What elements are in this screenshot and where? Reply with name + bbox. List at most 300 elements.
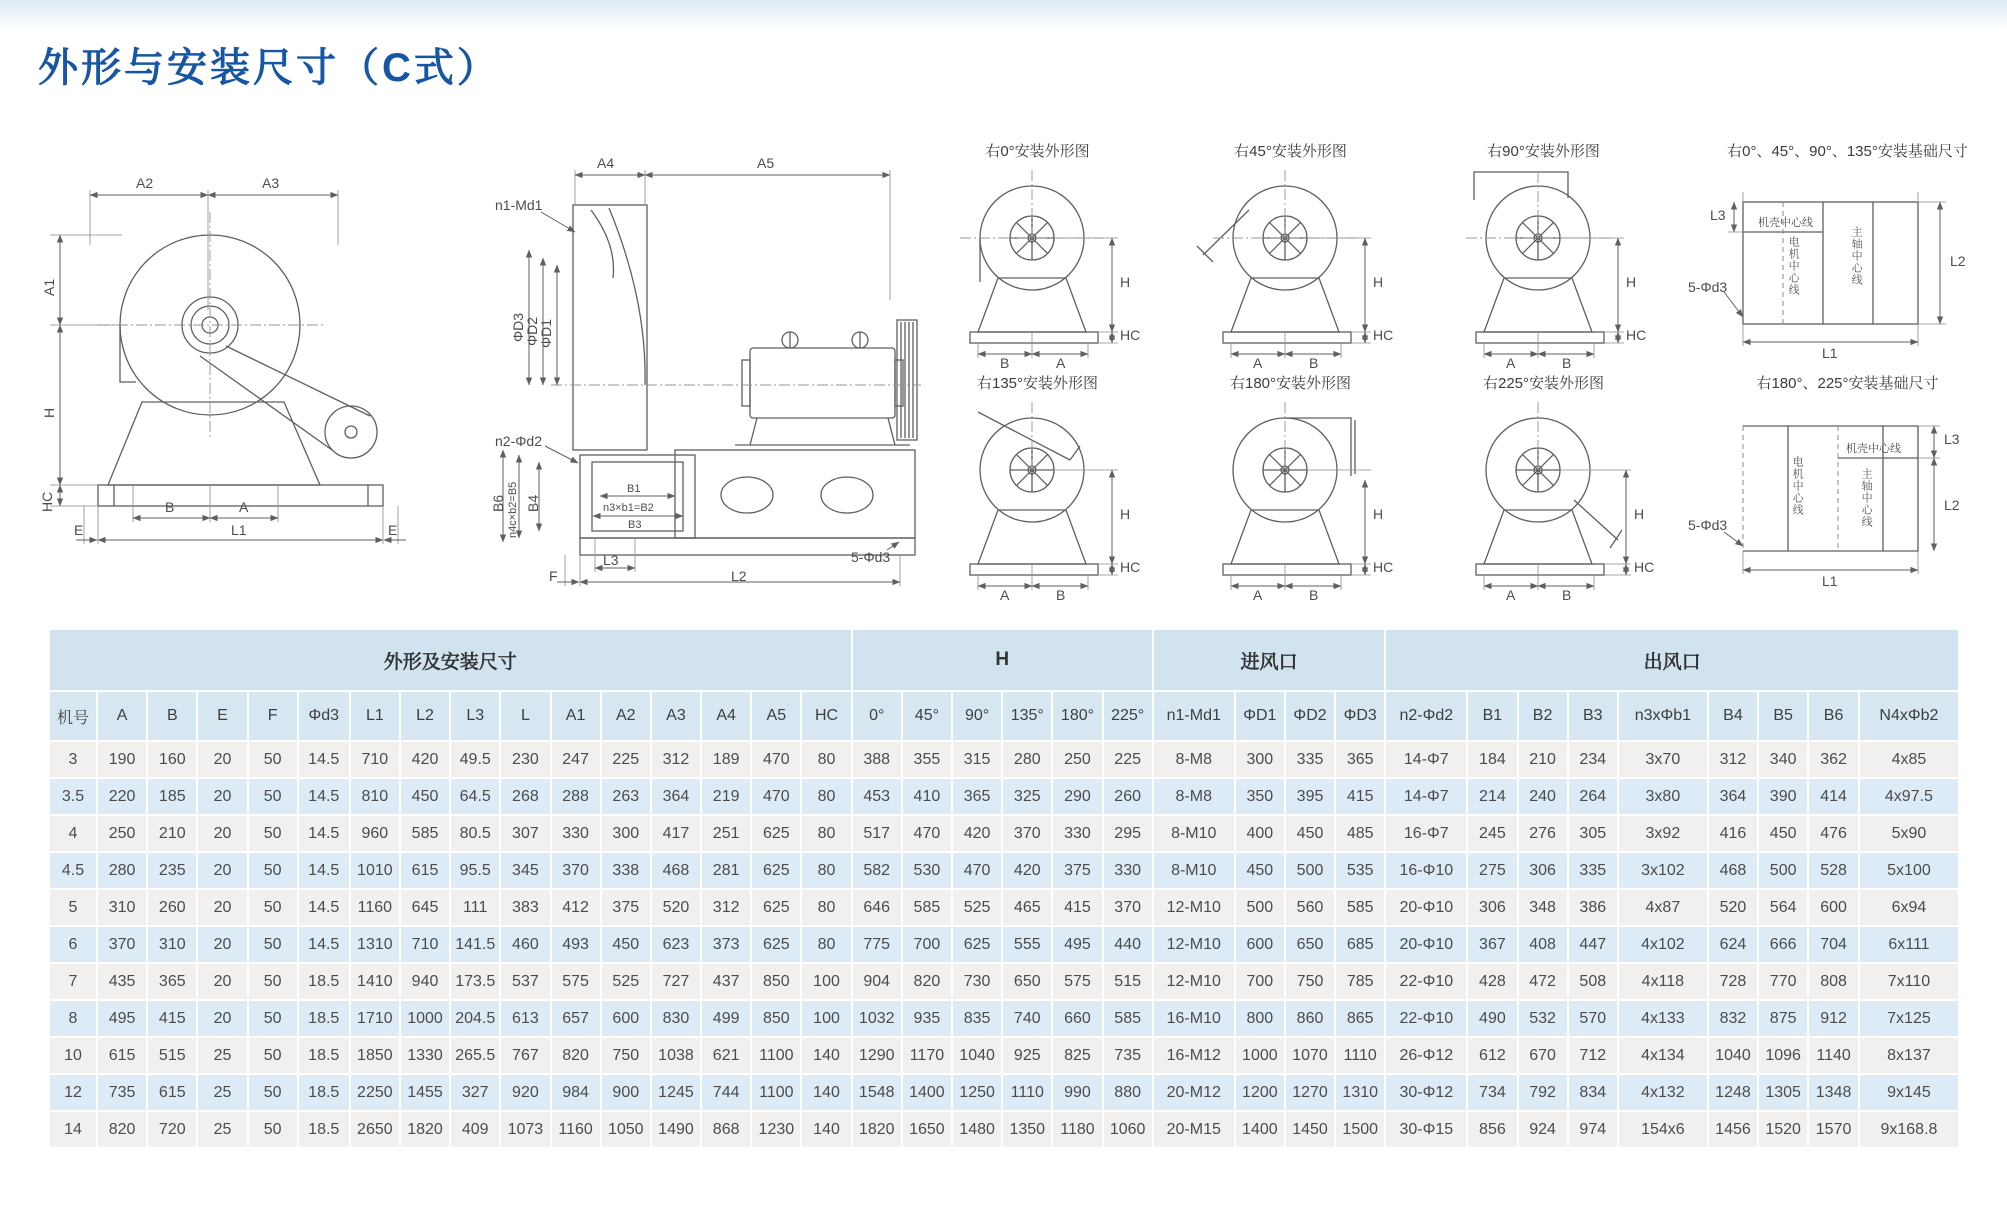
orientation-title: 右0°安装外形图: [985, 143, 1090, 160]
orientation-panel-135: [920, 372, 1155, 604]
table-cell: 80: [802, 816, 850, 851]
group-header-row: [50, 630, 1958, 690]
table-cell: 390: [1759, 779, 1807, 814]
table-cell: 367: [1468, 927, 1516, 962]
table-cell: 3.5: [50, 779, 96, 814]
table-cell: 935: [903, 1001, 951, 1036]
table-cell: 14-Φ7: [1386, 742, 1466, 777]
table-row: [50, 1112, 1958, 1147]
table-cell: 1245: [652, 1075, 700, 1110]
dim-label-l3: L3: [1944, 431, 1960, 447]
table-cell: 365: [148, 964, 196, 999]
table-cell: 750: [1286, 964, 1334, 999]
table-cell: 625: [752, 816, 800, 851]
table-cell: 1040: [1709, 1038, 1757, 1073]
dim-label-bolt: 5-Φd3: [1688, 279, 1728, 295]
table-cell: 613: [501, 1001, 549, 1036]
table-cell: 499: [702, 1001, 750, 1036]
table-cell: 2650: [351, 1112, 399, 1147]
table-cell: 1570: [1809, 1112, 1858, 1147]
dim-label-b4: B4: [525, 494, 541, 512]
table-cell: 1400: [1236, 1112, 1284, 1147]
table-cell: 575: [1053, 964, 1101, 999]
table-cell: 500: [1759, 853, 1807, 888]
dim-label-b6: B6: [490, 494, 506, 512]
table-cell: 80: [802, 779, 850, 814]
table-row: [50, 964, 1958, 999]
table-cell: 850: [752, 1001, 800, 1036]
table-cell: 4x118: [1619, 964, 1707, 999]
table-cell: 1160: [552, 1112, 600, 1147]
group-header: 出风口: [1386, 630, 1958, 690]
table-cell: 1010: [351, 853, 399, 888]
table-cell: 450: [1759, 816, 1807, 851]
table-cell: 1040: [953, 1038, 1001, 1073]
table-cell: 834: [1569, 1075, 1617, 1110]
table-cell: 704: [1809, 927, 1858, 962]
table-cell: 1060: [1104, 1112, 1152, 1147]
dim-label-n2-phid2: n2-Φd2: [495, 433, 542, 449]
table-cell: 925: [1003, 1038, 1051, 1073]
table-cell: 856: [1468, 1112, 1516, 1147]
table-cell: 428: [1468, 964, 1516, 999]
table-cell: 370: [1104, 890, 1152, 925]
dim-label-l2: L2: [1950, 253, 1966, 269]
table-cell: 245: [1468, 816, 1516, 851]
table-cell: 625: [752, 927, 800, 962]
table-cell: 820: [552, 1038, 600, 1073]
table-cell: 184: [1468, 742, 1516, 777]
table-cell: 984: [552, 1075, 600, 1110]
dim-label-right: B: [1562, 587, 1572, 603]
table-cell: 500: [1286, 853, 1334, 888]
dim-label-hc: HC: [39, 491, 55, 512]
dim-label-e-right: E: [388, 522, 398, 538]
table-cell: 615: [148, 1075, 196, 1110]
top-gradient: [0, 0, 2007, 30]
dim-label-b5: n4c×b2=B5: [507, 481, 519, 538]
table-cell: 1450: [1286, 1112, 1334, 1147]
dim-label-bolt: 5-Φd3: [851, 549, 891, 565]
column-header: A2: [602, 692, 650, 740]
table-cell: 280: [98, 853, 146, 888]
column-header: B4: [1709, 692, 1757, 740]
table-cell: 240: [1519, 779, 1567, 814]
table-cell: 210: [148, 816, 196, 851]
table-cell: 173.5: [451, 964, 499, 999]
table-cell: 305: [1569, 816, 1617, 851]
table-cell: 1820: [401, 1112, 449, 1147]
dim-label-left: B: [1000, 355, 1010, 371]
dim-label-left: A: [1000, 587, 1010, 603]
group-header: H: [853, 630, 1152, 690]
table-cell: 508: [1569, 964, 1617, 999]
column-header: B3: [1569, 692, 1617, 740]
dim-label-a1: A1: [41, 278, 57, 296]
table-cell: 219: [702, 779, 750, 814]
spec-table: [48, 628, 1960, 1149]
table-cell: 2250: [351, 1075, 399, 1110]
table-cell: 20: [198, 1001, 246, 1036]
table-cell: 260: [1104, 779, 1152, 814]
table-cell: 16-M10: [1154, 1001, 1234, 1036]
table-cell: 20: [198, 890, 246, 925]
table-cell: 325: [1003, 779, 1051, 814]
table-cell: 525: [953, 890, 1001, 925]
table-cell: 7: [50, 964, 96, 999]
orientation-drawing-225deg: [1426, 392, 1661, 602]
column-header: A4: [702, 692, 750, 740]
dim-label-b1: B1: [627, 483, 641, 495]
table-cell: 720: [148, 1112, 196, 1147]
table-cell: 4.5: [50, 853, 96, 888]
table-cell: 1400: [903, 1075, 951, 1110]
table-cell: 225: [1104, 742, 1152, 777]
table-cell: 974: [1569, 1112, 1617, 1147]
table-cell: 1140: [1809, 1038, 1858, 1073]
table-cell: 710: [401, 927, 449, 962]
table-cell: 350: [1236, 779, 1284, 814]
table-cell: 785: [1336, 964, 1384, 999]
table-cell: 295: [1104, 816, 1152, 851]
table-cell: 490: [1468, 1001, 1516, 1036]
table-cell: 808: [1809, 964, 1858, 999]
table-cell: 4x85: [1860, 742, 1958, 777]
column-header: A3: [652, 692, 700, 740]
column-header: E: [198, 692, 246, 740]
table-cell: 250: [98, 816, 146, 851]
dim-label-hc: HC: [1373, 327, 1394, 343]
table-cell: 330: [1104, 853, 1152, 888]
table-cell: 312: [702, 890, 750, 925]
table-cell: 338: [602, 853, 650, 888]
table-cell: 734: [1468, 1075, 1516, 1110]
dim-label-phi-d2: ΦD2: [524, 316, 540, 346]
table-cell: 330: [1053, 816, 1101, 851]
dim-label-l3: L3: [1710, 207, 1726, 223]
table-cell: 600: [602, 1001, 650, 1036]
table-cell: 865: [1336, 1001, 1384, 1036]
table-cell: 450: [1236, 853, 1284, 888]
table-cell: 646: [853, 890, 901, 925]
column-header: n3xΦb1: [1619, 692, 1707, 740]
table-cell: 621: [702, 1038, 750, 1073]
table-cell: 300: [602, 816, 650, 851]
table-cell: 517: [853, 816, 901, 851]
side-view-drawing: [495, 150, 925, 600]
table-cell: 14: [50, 1112, 96, 1147]
table-cell: 370: [98, 927, 146, 962]
table-cell: 288: [552, 779, 600, 814]
table-cell: 8-M8: [1154, 742, 1234, 777]
table-cell: 470: [752, 779, 800, 814]
table-cell: 600: [1236, 927, 1284, 962]
table-cell: 1110: [1003, 1075, 1051, 1110]
column-header: ΦD3: [1336, 692, 1384, 740]
table-cell: 7x125: [1860, 1001, 1958, 1036]
dim-label-right: B: [1056, 587, 1066, 603]
table-cell: 5x100: [1860, 853, 1958, 888]
table-cell: 315: [953, 742, 1001, 777]
dim-label-h: H: [41, 407, 57, 418]
table-cell: 685: [1336, 927, 1384, 962]
table-cell: 415: [1336, 779, 1384, 814]
table-cell: 868: [702, 1112, 750, 1147]
table-cell: 940: [401, 964, 449, 999]
table-cell: 3x70: [1619, 742, 1707, 777]
table-row: [50, 927, 1958, 962]
table-cell: 1000: [401, 1001, 449, 1036]
column-header: Φd3: [299, 692, 349, 740]
column-header: F: [249, 692, 297, 740]
table-cell: 335: [1286, 742, 1334, 777]
column-header: n2-Φd2: [1386, 692, 1466, 740]
page-title: 外形与安装尺寸（C式）: [38, 46, 500, 90]
table-cell: 792: [1519, 1075, 1567, 1110]
table-cell: 920: [501, 1075, 549, 1110]
table-cell: 408: [1519, 927, 1567, 962]
dim-label-l1: L1: [1822, 345, 1838, 361]
table-cell: 80: [802, 853, 850, 888]
table-cell: 1032: [853, 1001, 901, 1036]
column-header: L1: [351, 692, 399, 740]
table-cell: 20-M15: [1154, 1112, 1234, 1147]
table-cell: 900: [602, 1075, 650, 1110]
column-header: n1-Md1: [1154, 692, 1234, 740]
table-cell: 290: [1053, 779, 1101, 814]
table-cell: 20: [198, 816, 246, 851]
dim-label-a3: A3: [262, 175, 280, 191]
column-header: L: [501, 692, 549, 740]
dim-label-a: A: [239, 499, 249, 515]
table-cell: 50: [249, 853, 297, 888]
dim-label-right: B: [1562, 355, 1572, 371]
table-cell: 1710: [351, 1001, 399, 1036]
table-cell: 495: [98, 1001, 146, 1036]
table-cell: 20-Φ10: [1386, 890, 1466, 925]
column-header: L2: [401, 692, 449, 740]
table-cell: 210: [1519, 742, 1567, 777]
table-cell: 204.5: [451, 1001, 499, 1036]
table-cell: 435: [98, 964, 146, 999]
orientation-panel-225: [1426, 372, 1661, 604]
table-cell: 348: [1519, 890, 1567, 925]
table-cell: 12-M10: [1154, 890, 1234, 925]
table-cell: 525: [602, 964, 650, 999]
table-cell: 770: [1759, 964, 1807, 999]
table-cell: 585: [903, 890, 951, 925]
table-cell: 415: [148, 1001, 196, 1036]
table-cell: 220: [98, 779, 146, 814]
table-cell: 80: [802, 742, 850, 777]
table-cell: 4x132: [1619, 1075, 1707, 1110]
table-cell: 310: [98, 890, 146, 925]
foundation-title: 右180°、225°安装基础尺寸: [1756, 375, 1939, 392]
table-cell: 383: [501, 890, 549, 925]
dim-label-a4: A4: [597, 155, 615, 171]
table-cell: 485: [1336, 816, 1384, 851]
table-cell: 555: [1003, 927, 1051, 962]
table-row: [50, 816, 1958, 851]
table-cell: 140: [802, 1112, 850, 1147]
table-cell: 16-M12: [1154, 1038, 1234, 1073]
table-cell: 830: [652, 1001, 700, 1036]
table-cell: 440: [1104, 927, 1152, 962]
table-cell: 30-Φ15: [1386, 1112, 1466, 1147]
foundation-panel-1: [1688, 140, 2007, 372]
column-header: B2: [1519, 692, 1567, 740]
table-cell: 235: [148, 853, 196, 888]
table-cell: 364: [1709, 779, 1757, 814]
table-cell: 412: [552, 890, 600, 925]
table-cell: 1650: [903, 1112, 951, 1147]
table-cell: 1310: [1336, 1075, 1384, 1110]
table-cell: 1100: [752, 1075, 800, 1110]
table-cell: 1096: [1759, 1038, 1807, 1073]
table-cell: 585: [1104, 1001, 1152, 1036]
table-cell: 645: [401, 890, 449, 925]
column-header: B5: [1759, 692, 1807, 740]
table-cell: 275: [1468, 853, 1516, 888]
orientation-panel-0: [920, 140, 1155, 372]
table-cell: 20: [198, 927, 246, 962]
table-cell: 190: [98, 742, 146, 777]
table-cell: 8: [50, 1001, 96, 1036]
table-row: [50, 779, 1958, 814]
table-cell: 3x102: [1619, 853, 1707, 888]
table-cell: 564: [1759, 890, 1807, 925]
table-cell: 990: [1053, 1075, 1101, 1110]
table-cell: 450: [602, 927, 650, 962]
dim-label-a2: A2: [136, 175, 154, 191]
table-cell: 1000: [1236, 1038, 1284, 1073]
table-cell: 600: [1809, 890, 1858, 925]
table-cell: 468: [652, 853, 700, 888]
table-cell: 1348: [1809, 1075, 1858, 1110]
dim-label-b2: n3×b1=B2: [603, 502, 654, 514]
table-cell: 95.5: [451, 853, 499, 888]
table-cell: 470: [953, 853, 1001, 888]
table-cell: 417: [652, 816, 700, 851]
main-view-drawing: [38, 150, 428, 570]
column-header: 45°: [903, 692, 951, 740]
table-cell: 924: [1519, 1112, 1567, 1147]
table-cell: 560: [1286, 890, 1334, 925]
table-cell: 1230: [752, 1112, 800, 1147]
table-cell: 735: [98, 1075, 146, 1110]
table-cell: 20-Φ10: [1386, 927, 1466, 962]
dim-label-left: A: [1253, 587, 1263, 603]
table-cell: 575: [552, 964, 600, 999]
table-cell: 6: [50, 927, 96, 962]
table-cell: 1330: [401, 1038, 449, 1073]
column-header: 180°: [1053, 692, 1101, 740]
table-cell: 12: [50, 1075, 96, 1110]
orientation-title: 右225°安装外形图: [1482, 375, 1605, 392]
table-cell: 300: [1236, 742, 1284, 777]
table-cell: 1548: [853, 1075, 901, 1110]
dim-label-right: A: [1056, 355, 1066, 371]
table-cell: 1180: [1053, 1112, 1101, 1147]
table-cell: 1820: [853, 1112, 901, 1147]
orientation-panel-45: [1173, 140, 1408, 372]
table-cell: 312: [1709, 742, 1757, 777]
table-cell: 410: [903, 779, 951, 814]
table-cell: 530: [903, 853, 951, 888]
table-cell: 615: [401, 853, 449, 888]
shaft-centerline-label: 主轴中心线: [1850, 226, 1863, 286]
table-cell: 740: [1003, 1001, 1051, 1036]
table-cell: 25: [198, 1112, 246, 1147]
table-cell: 386: [1569, 890, 1617, 925]
dim-label-h: H: [1120, 506, 1131, 522]
table-cell: 22-Φ10: [1386, 1001, 1466, 1036]
dim-label-b3: B3: [628, 519, 642, 531]
table-cell: 750: [602, 1038, 650, 1073]
table-cell: 8x137: [1860, 1038, 1958, 1073]
table-cell: 8-M8: [1154, 779, 1234, 814]
table-cell: 375: [602, 890, 650, 925]
dim-label-h: H: [1373, 506, 1384, 522]
table-cell: 400: [1236, 816, 1284, 851]
dim-label-left: A: [1506, 355, 1516, 371]
table-cell: 6x111: [1860, 927, 1958, 962]
table-cell: 1070: [1286, 1038, 1334, 1073]
table-cell: 20: [198, 742, 246, 777]
table-cell: 185: [148, 779, 196, 814]
table-cell: 140: [802, 1038, 850, 1073]
table-cell: 365: [1336, 742, 1384, 777]
table-cell: 520: [1709, 890, 1757, 925]
table-cell: 1290: [853, 1038, 901, 1073]
table-cell: 111: [451, 890, 499, 925]
table-cell: 447: [1569, 927, 1617, 962]
table-cell: 50: [249, 1001, 297, 1036]
group-header: 外形及安装尺寸: [50, 630, 851, 690]
table-cell: 4: [50, 816, 96, 851]
table-cell: 14-Φ7: [1386, 779, 1466, 814]
table-cell: 214: [1468, 779, 1516, 814]
table-row: [50, 853, 1958, 888]
table-cell: 5x90: [1860, 816, 1958, 851]
dim-label-phi-d1: ΦD1: [538, 318, 554, 348]
dim-label-l2: L2: [731, 568, 747, 584]
table-cell: 12-M10: [1154, 927, 1234, 962]
table-cell: 744: [702, 1075, 750, 1110]
table-row: [50, 1075, 1958, 1110]
column-header: 90°: [953, 692, 1001, 740]
table-cell: 18.5: [299, 1038, 349, 1073]
table-cell: 50: [249, 1075, 297, 1110]
side-view-panel: [490, 150, 925, 600]
table-cell: 260: [148, 890, 196, 925]
motor-centerline-label: 电机中心线: [1787, 236, 1800, 296]
table-cell: 14.5: [299, 779, 349, 814]
table-cell: 1305: [1759, 1075, 1807, 1110]
table-cell: 468: [1709, 853, 1757, 888]
table-cell: 495: [1053, 927, 1101, 962]
table-cell: 450: [401, 779, 449, 814]
column-header: B: [148, 692, 196, 740]
table-cell: 1073: [501, 1112, 549, 1147]
table-cell: 666: [1759, 927, 1807, 962]
table-cell: 22-Φ10: [1386, 964, 1466, 999]
table-cell: 6x94: [1860, 890, 1958, 925]
table-row: [50, 1038, 1958, 1073]
table-cell: 414: [1809, 779, 1858, 814]
table-cell: 735: [1104, 1038, 1152, 1073]
table-cell: 1500: [1336, 1112, 1384, 1147]
